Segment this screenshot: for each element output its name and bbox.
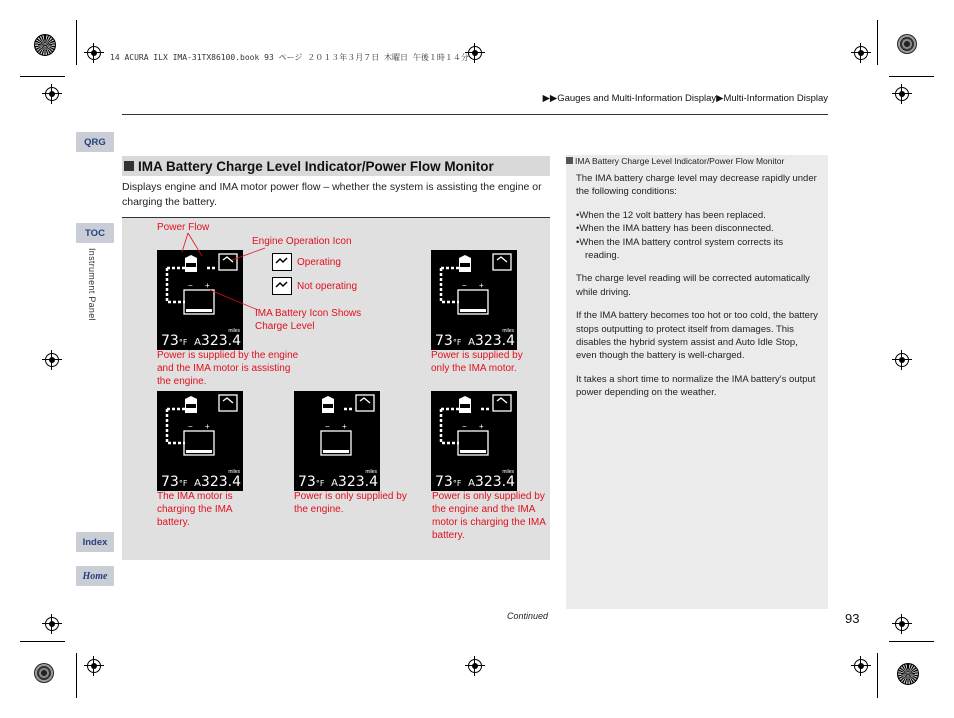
registration-mark [42, 350, 62, 370]
temperature-readout: 73°F [435, 333, 462, 349]
temperature-readout: 73°F [435, 474, 462, 490]
temperature-readout: 73°F [161, 333, 188, 349]
registration-mark [892, 614, 912, 634]
registration-mark [84, 43, 104, 63]
odometer-readout: A323.4 [331, 474, 378, 490]
registration-mark [42, 614, 62, 634]
svg-text:+: + [479, 281, 484, 290]
registration-mark [851, 43, 871, 63]
home-button[interactable]: Home [76, 566, 114, 586]
svg-text:+: + [205, 281, 210, 290]
sidebar-title: IMA Battery Charge Level Indicator/Power Flow Monitor [566, 156, 784, 166]
odo-units: miles [365, 469, 377, 475]
toc-button[interactable]: TOC [76, 223, 114, 243]
caption-engine-charging: Power is only supplied by the engine and the IMA motor is charging the IMA battery. [432, 491, 546, 541]
registration-mark [851, 656, 871, 676]
registration-mark [892, 350, 912, 370]
engine-not-operating-icon [272, 277, 292, 295]
registration-mark [465, 656, 485, 676]
engine-operating-icon [272, 253, 292, 271]
svg-text:+: + [479, 422, 484, 431]
section-description: Displays engine and IMA motor power flow – whether the system is assisting the engine or charging the battery. [122, 181, 542, 208]
odo-units: miles [228, 469, 240, 475]
power-flow-label: Power Flow [157, 222, 210, 233]
gray-bar-disc [897, 34, 917, 54]
list-item: • When the IMA battery has been disconnected. [576, 222, 818, 235]
section-title-text: IMA Battery Charge Level Indicator/Power Flow Monitor [138, 158, 494, 174]
odo-units: miles [502, 469, 514, 475]
continued-label: Continued [507, 611, 549, 621]
battery-icon-label: IMA Battery Icon Shows Charge Level [255, 308, 362, 332]
sidebar-paragraph: It takes a short time to normalize the IMA battery's output power depending on the weather. [576, 373, 816, 399]
engine-icon-label: Engine Operation Icon [252, 236, 352, 247]
qrg-button[interactable]: QRG [76, 132, 114, 152]
registration-mark [892, 84, 912, 104]
operating-label: Operating [297, 257, 341, 268]
odometer-readout: A323.4 [194, 333, 241, 349]
sidebar-body [576, 172, 818, 410]
svg-text:+: + [205, 422, 210, 431]
section-title [122, 156, 550, 176]
odometer-readout: A323.4 [468, 474, 515, 490]
svg-text:−: − [188, 281, 193, 290]
page-number: 93 [845, 611, 860, 626]
print-slug: 14 ACURA ILX IMA-31TX86100.book 93 ページ ２０１３年３月７日 木曜日 午後１時１４分 [110, 53, 469, 62]
svg-text:+: + [342, 422, 347, 431]
sidebar-bullet-list [576, 209, 818, 263]
temperature-readout: 73°F [298, 474, 325, 490]
not-operating-label: Not operating [297, 281, 358, 292]
display-engine-charging [431, 391, 517, 491]
svg-text:−: − [188, 422, 193, 431]
svg-text:−: − [325, 422, 330, 431]
gray-bar-disc [34, 663, 54, 683]
svg-text:−: − [462, 422, 467, 431]
sidebar-paragraph: If the IMA battery becomes too hot or too cold, the battery stops outputting to protect itself from damages. This disables the hybrid system assist and Auto Idle Stop, even though the battery is well-charged. [576, 310, 818, 362]
breadcrumb-arrows: ▶▶ [542, 93, 558, 104]
list-item: • When the IMA battery control system corrects its reading. [576, 236, 818, 263]
sidebar-intro: The IMA battery charge level may decrease rapidly under the following conditions: [576, 173, 817, 198]
sidebar-paragraph: The charge level reading will be corrected automatically while driving. [576, 273, 810, 298]
section-bullet-icon [124, 161, 134, 171]
breadcrumb-text[interactable]: Gauges and Multi-Information Display▶Multi-Information Display [557, 93, 828, 104]
display-engine-only [294, 391, 380, 491]
registration-mark [42, 84, 62, 104]
breadcrumb[interactable] [543, 93, 828, 104]
odometer-readout: A323.4 [194, 474, 241, 490]
svg-text:−: − [462, 281, 467, 290]
color-bar-disc [897, 663, 919, 685]
caption-motor-only: Power is supplied by only the IMA motor. [431, 350, 523, 374]
caption-charging: The IMA motor is charging the IMA battery. [157, 491, 233, 528]
color-bar-disc [34, 34, 56, 56]
temperature-readout: 73°F [161, 474, 188, 490]
section-tab-label: Instrument Panel [87, 248, 97, 321]
index-button[interactable]: Index [76, 532, 114, 552]
header-rule [122, 114, 828, 115]
caption-assist: Power is supplied by the engine and the IMA motor is assisting the engine. [157, 350, 299, 387]
list-item: • When the 12 volt battery has been replaced. [576, 209, 818, 222]
registration-mark [84, 656, 104, 676]
odo-units: miles [228, 328, 240, 334]
display-charging [157, 391, 243, 491]
display-motor-only [431, 250, 517, 350]
odometer-readout: A323.4 [468, 333, 515, 349]
odo-units: miles [502, 328, 514, 334]
note-icon [566, 157, 573, 164]
caption-engine-only: Power is only supplied by the engine. [294, 491, 407, 515]
